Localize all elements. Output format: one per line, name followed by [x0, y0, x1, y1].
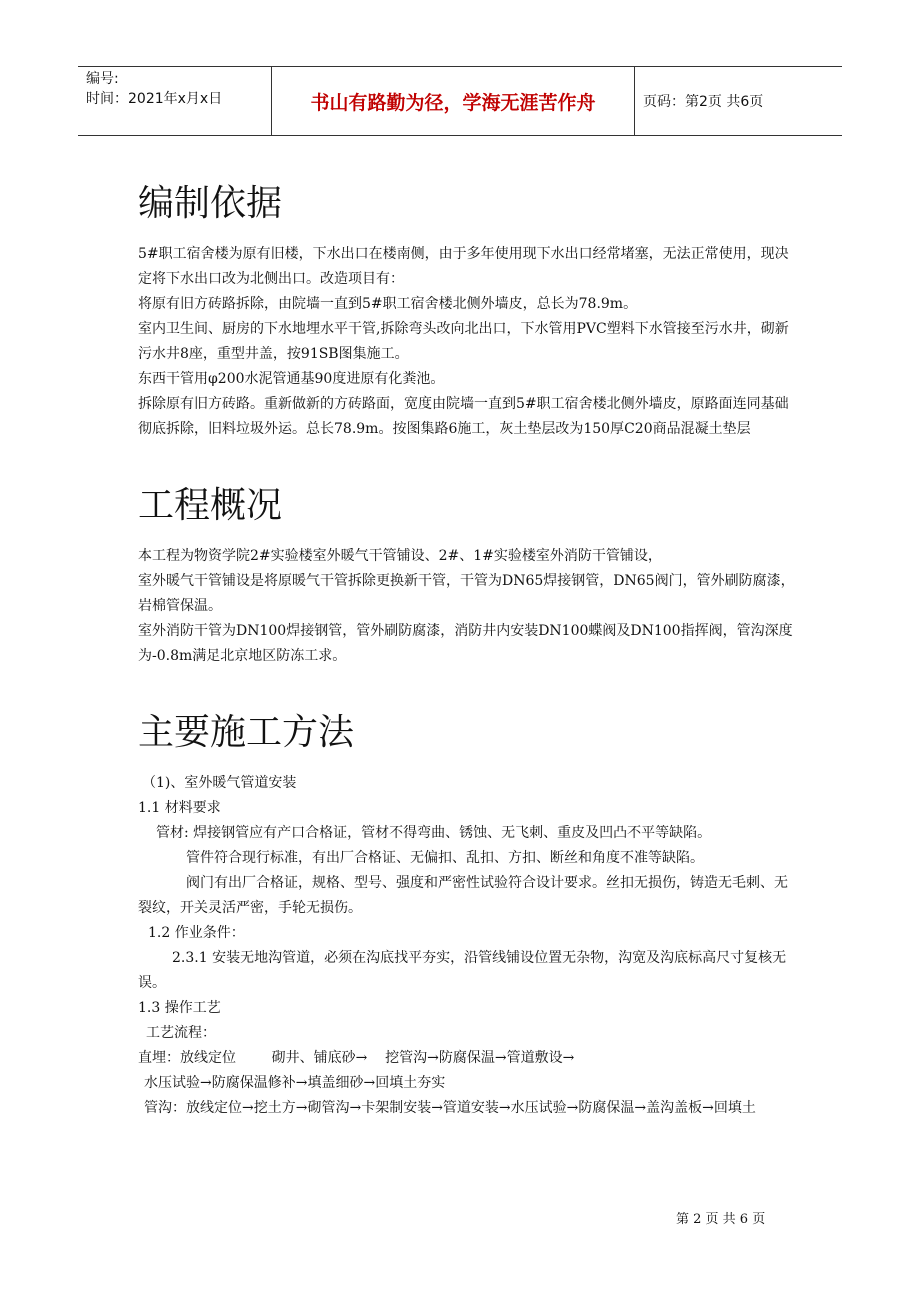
- document-number-label: 编号:: [86, 71, 119, 87]
- list-item: 管件符合现行标准，有出厂合格证、无偏扣、乱扣、方扣、断丝和角度不准等缺陷。: [186, 850, 704, 866]
- list-item: 阀门有出厂合格证，规格、型号、强度和严密性试验符合设计要求。丝扣无损伤，铸造无毛刺、无裂纹，开关灵活严密，手轮无损伤。: [138, 875, 788, 916]
- header-motto: 书山有路勤为径，学海无涯苦作舟: [272, 67, 635, 135]
- document-time-label: 时间：2021年x月x日: [86, 91, 223, 107]
- section-title: 工程概况: [138, 485, 283, 526]
- header-page-number: 页码：第2页 共6页: [643, 94, 764, 110]
- paragraph: 将原有旧方砖路拆除，由院墙一直到5#职工宿舍楼北侧外墙皮，总长为78.9m。: [138, 296, 638, 312]
- list-item: 1.3 操作工艺: [138, 1000, 221, 1016]
- section-title: 编制依据: [138, 183, 283, 224]
- list-item: 管材: 焊接钢管应有产口合格证，管材不得弯曲、锈蚀、无飞刺、重皮及凹凸不平等缺陷。: [156, 825, 712, 841]
- section-basis: [138, 180, 798, 442]
- list-item: 管沟：放线定位→挖土方→砌管沟→卡架制安装→管道安装→水压试验→防腐保温→盖沟盖板→回填土: [144, 1100, 756, 1116]
- list-item: 1.2 作业条件：: [148, 925, 245, 941]
- section-methods: [138, 709, 798, 1121]
- page-header: [78, 66, 842, 136]
- list-item: 1.1 材料要求: [138, 800, 221, 816]
- paragraph: 室内卫生间、厨房的下水地埋水平干管,拆除弯头改向北出口，下水管用PVC塑料下水管接至污水井，砌新污水井8座，重型井盖，按91SB图集施工。: [138, 321, 789, 362]
- paragraph: 室外暖气干管铺设是将原暖气干管拆除更换新干管，干管为DN65焊接钢管，DN65阀门，管外刷防腐漆，岩棉管保温。: [138, 573, 795, 614]
- document-body: [138, 180, 798, 1161]
- paragraph: 东西干管用φ200水泥管通基90度进原有化粪池。: [138, 371, 445, 387]
- list-item: 2.3.1 安装无地沟管道，必须在沟底找平夯实，沿管线铺设位置无杂物，沟宽及沟底标高尺寸复核无误。: [138, 950, 787, 991]
- section-overview: [138, 482, 798, 669]
- header-left-cell: [78, 67, 272, 135]
- list-item: 工艺流程：: [146, 1025, 216, 1041]
- paragraph: 5#职工宿舍楼为原有旧楼，下水出口在楼南侧，由于多年使用现下水出口经常堵塞，无法正常使用，现决定将下水出口改为北侧出口。改造项目有：: [138, 246, 789, 287]
- list-item: （1)、室外暖气管道安装: [142, 775, 297, 791]
- section-title: 主要施工方法: [138, 712, 355, 753]
- paragraph: 拆除原有旧方砖路。重新做新的方砖路面，宽度由院墙一直到5#职工宿舍楼北侧外墙皮，原路面连同基础彻底拆除，旧料垃圾外运。总长78.9m。按图集路6施工，灰土垫层改为150厚C20商品混凝土垫层: [138, 396, 789, 437]
- page-footer: 第 2 页 共 6 页: [676, 1212, 766, 1227]
- list-item: 直埋：放线定位 砌井、铺底砂→ 挖管沟→防腐保温→管道敷设→: [138, 1050, 575, 1066]
- paragraph: 室外消防干管为DN100焊接钢管，管外刷防腐漆，消防井内安装DN100蝶阀及DN100指挥阀，管沟深度为-0.8m满足北京地区防冻工求。: [138, 623, 793, 664]
- paragraph: 本工程为物资学院2#实验楼室外暖气干管铺设、2#、1#实验楼室外消防干管铺设，: [138, 548, 662, 564]
- list-item: 水压试验→防腐保温修补→填盖细砂→回填土夯实: [144, 1075, 446, 1091]
